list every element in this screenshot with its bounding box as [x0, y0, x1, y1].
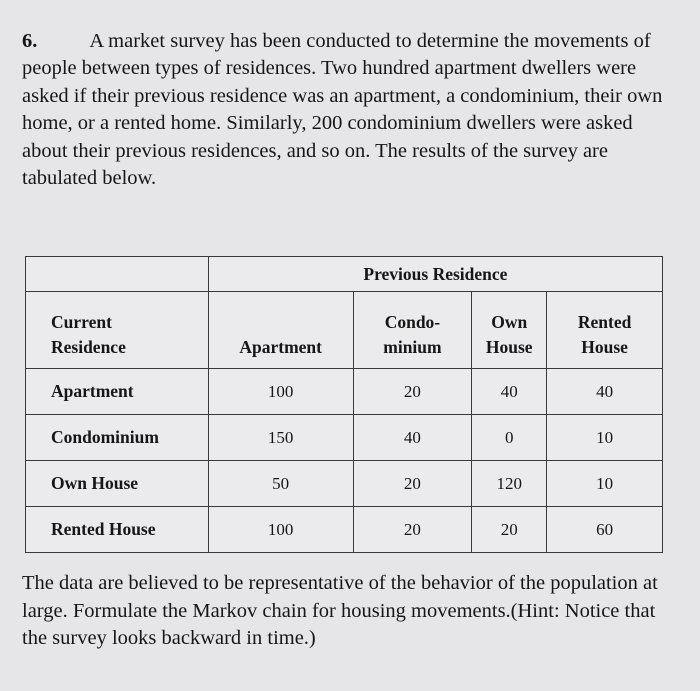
- stub-header-line2: Residence: [51, 337, 126, 357]
- table-cell: 100: [208, 507, 353, 553]
- table-row: [26, 369, 663, 415]
- stub-header-line1: Current: [51, 312, 112, 332]
- table-cell: 20: [353, 369, 472, 415]
- previous-residence-header: Previous Residence: [208, 257, 662, 292]
- table-row: [26, 415, 663, 461]
- col-header-condominium: [353, 292, 472, 369]
- col-header-own-house: [472, 292, 547, 369]
- col-header-condominium-line1: Condo-: [384, 312, 441, 332]
- table-cell: 10: [547, 461, 663, 507]
- problem-statement: [22, 28, 672, 192]
- table-cell: 40: [472, 369, 547, 415]
- table-cell: 40: [547, 369, 663, 415]
- footer-paragraph: The data are believed to be representative of the behavior of the population at large. Formulate the Markov chain for housing movements.(Hint: Notice that the survey looks backward in time.): [22, 572, 658, 650]
- col-header-own-house-line1: Own: [491, 312, 528, 332]
- table-cell: 40: [353, 415, 472, 461]
- row-label: Condominium: [26, 415, 209, 461]
- table-cell: 20: [353, 461, 472, 507]
- table-cell: 120: [472, 461, 547, 507]
- stub-blank-cell: [26, 257, 209, 292]
- col-header-apartment: [208, 292, 353, 369]
- col-header-rented-house: [547, 292, 663, 369]
- table-row: [26, 461, 663, 507]
- col-header-apartment-line1: Apartment: [239, 337, 322, 357]
- row-label: Rented House: [26, 507, 209, 553]
- table-cell: 10: [547, 415, 663, 461]
- table-cell: 20: [472, 507, 547, 553]
- current-residence-header: [26, 292, 209, 369]
- problem-number: 6.: [22, 30, 38, 52]
- row-label: Apartment: [26, 369, 209, 415]
- table-cell: 50: [208, 461, 353, 507]
- column-header-row: [26, 292, 663, 369]
- table-cell: 0: [472, 415, 547, 461]
- problem-text: A market survey has been conducted to determine the movements of people between types of residences. Two hundred apartment dwellers were asked if their previous residence was an apartment, a condominium, their own home, or a rented home. Similarly, 200 condominium dwellers were asked about their previous residences, and so on. The results of the survey are tabulated below.: [22, 30, 663, 190]
- table-cell: 150: [208, 415, 353, 461]
- table-cell: 60: [547, 507, 663, 553]
- row-label: Own House: [26, 461, 209, 507]
- col-header-rented-house-line2: House: [581, 337, 628, 357]
- col-header-own-house-line2: House: [485, 337, 533, 357]
- col-header-condominium-line2: minium: [383, 337, 442, 357]
- table-cell: 20: [353, 507, 472, 553]
- table-row: [26, 507, 663, 553]
- col-header-rented-house-line1: Rented: [577, 312, 632, 332]
- survey-table: [25, 256, 663, 553]
- group-header-row: [26, 257, 663, 292]
- table-cell: 100: [208, 369, 353, 415]
